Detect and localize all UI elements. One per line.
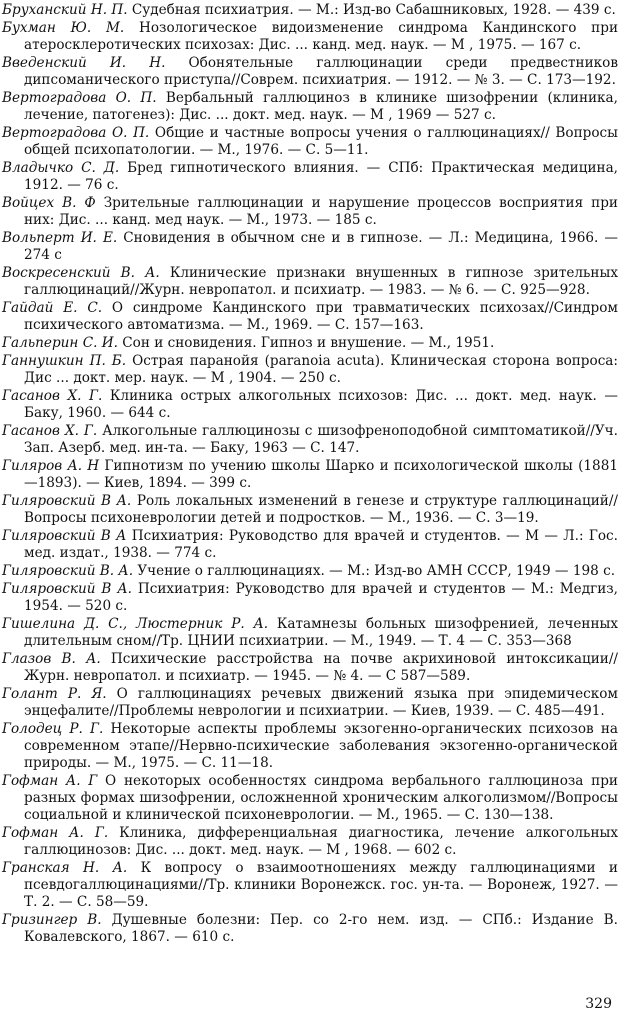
- entry-text: Психиатрия: Руководство для врачей и студентов — М.: Медгиз, 1954. — 520 с.: [24, 581, 618, 615]
- bibliography-entry: [2, 860, 618, 911]
- bibliography-entry: [2, 265, 618, 299]
- entry-text: Клиника, дифференциальная диагностика, лечение алкогольных галлюцинозов: Дис. ... докт. мед. наук. — М , 1968. — 602 с.: [24, 825, 619, 858]
- entry-text: Сновидения в обычном сне и в гипнозе. — Л.: Медицина, 1966. — 274 с: [24, 230, 618, 263]
- entry-text: Алкогольные галлюцинозы с шизофреноподобной симптоматикой//Уч. Зап. Азерб. мед. ин-та. — Баку, 1963 — С. 147.: [24, 423, 618, 457]
- entry-author: Вертоградова О. П.: [2, 90, 157, 107]
- entry-author: Гиляровский В А.: [2, 581, 132, 598]
- bibliography-entry: [2, 55, 618, 89]
- entry-text: Клинические признаки внушенных в гипнозе зрительных галлюцинаций//Журн. невропатол. и психиатр. — 1983. — № 6. — С. 925—928.: [24, 265, 618, 298]
- bibliography-entry: [2, 90, 618, 124]
- entry-text: Зрительные галлюцинации и нарушение процессов восприятия при них: Дис. ... канд. мед наук. — М., 1973. — 185 с.: [24, 195, 618, 228]
- entry-author: Бруханский Н. П.: [2, 2, 128, 18]
- entry-text: О галлюцинациях речевых движений языка при эпидемическом энцефалите//Проблемы неврологии и психиатрии. — Киев, 1939. — С. 485—491.: [24, 686, 618, 720]
- bibliography-entry: [2, 335, 618, 352]
- entry-text: Вербальный галлюциноз в клинике шизофрении (клиника, лечение, патогенез): Дис. ... докт. мед. наук. — М , 1969 — 527 с.: [24, 90, 618, 123]
- entry-author: Глазов В. А.: [2, 651, 101, 668]
- entry-author: Гризингер В.: [2, 912, 102, 928]
- entry-text: Общие и частные вопросы учения о галлюцинациях// Вопросы общей психопатологии. — М., 1976. — С. 5—11.: [24, 125, 618, 158]
- entry-author: Вольперт И. Е.: [2, 230, 118, 247]
- bibliography-entry: [2, 125, 618, 159]
- bibliography-entry: [2, 160, 618, 194]
- entry-author: Бухман Ю. М.: [2, 20, 125, 37]
- bibliography-entry: [2, 912, 618, 946]
- entry-text: Учение о галлюцинациях. — М.: Изд-во АМН СССР, 1949 — 198 с.: [133, 563, 616, 580]
- bibliography-entry: [2, 721, 618, 772]
- entry-author: Гасанов Х. Г.: [2, 423, 98, 440]
- entry-text: Психиатрия: Руководство для врачей и студентов. — М — Л.: Гос. мед. издат., 1938. — 774 с.: [24, 528, 618, 562]
- entry-author: Вертоградова О. П.: [2, 125, 150, 142]
- entry-text: Гипнотизм по учению школы Шарко и психологической школы (1881—1893). — Киев, 1894. — 399 с.: [24, 458, 618, 492]
- entry-author: Голант Р. Я.: [2, 686, 107, 703]
- entry-text: Бред гипнотического влияния. — СПб: Практическая медицина, 1912. — 76 с.: [24, 160, 618, 193]
- bibliography-entry: [2, 493, 618, 527]
- bibliography-entry: [2, 388, 618, 422]
- entry-author: Гасанов Х. Г.: [2, 388, 103, 405]
- entry-author: Гиляров А. Н: [2, 458, 100, 475]
- entry-text: Роль локальных изменений в генезе и структуре галлюцинаций//Вопросы психоневрологии детей и подростков. — М., 1936. — С. 3—19.: [24, 493, 618, 527]
- bibliography-entry: [2, 528, 618, 562]
- entry-author: Гишелина Д. С., Люстерник Р. А.: [2, 616, 269, 633]
- entry-author: Воскресенский В. А.: [2, 265, 160, 282]
- bibliography-entry: [2, 20, 618, 54]
- entry-text: Нозологическое видоизменение синдрома Кандинского при атеросклеротических психозах: Дис. ... канд. мед. наук. — М , 1975. — 167 с.: [24, 20, 619, 53]
- entry-text: Некоторые аспекты проблемы экзогенно-органических психозов на современном этапе//Нервно-психические заболевания экзогенно-органической природы. — М., 1975. — С. 11—18.: [24, 721, 618, 772]
- entry-text: Обонятельные галлюцинации среди предвестников дипсоманического приступа//Соврем. психиатрия. — 1912. — № 3. — С. 173—192.: [24, 55, 618, 88]
- entry-author: Гиляровский В. А.: [2, 563, 134, 580]
- entry-author: Войцех В. Ф: [2, 195, 96, 212]
- bibliography-entry: [2, 230, 618, 264]
- bibliography-entry: [2, 423, 618, 457]
- bibliography-entry: [2, 581, 618, 615]
- bibliography-list: [2, 2, 618, 947]
- entry-text: К вопросу о взаимоотношениях между галлюцинациями и псевдогаллюцинациями//Тр. клиники Воронежск. гос. ун-та. — Воронеж, 1927. — Т. 2. — С. 58—59.: [24, 860, 618, 910]
- page-number: 329: [585, 996, 612, 1012]
- bibliography-entry: [2, 825, 618, 859]
- entry-text: О некоторых особенностях синдрома вербального галлюциноза при разных формах шизофрении, осложненной хроническим алкоголизмом//Вопросы социальной и клинической психоневрологии. — М., 1965. — С. 130—138.: [24, 773, 618, 823]
- entry-text: Клиника острых алкогольных психозов: Дис. ... докт. мед. наук. — Баку, 1960. — 644 с.: [24, 388, 618, 422]
- entry-text: Психические расстройства на почве акрихиновой интоксикации// Журн. невропатол. и психиатр. — 1945. — № 4. — С 587—589.: [24, 651, 618, 685]
- entry-text: Сон и сновидения. Гипноз и внушение. — М., 1951.: [117, 335, 495, 352]
- entry-author: Гранская Н. А.: [2, 860, 128, 877]
- bibliography-entry: [2, 616, 618, 650]
- bibliography-entry: [2, 686, 618, 720]
- entry-text: Судебная психиатрия. — М.: Изд-во Сабашниковых, 1928. — 439 с.: [127, 2, 616, 18]
- entry-author: Гиляровский В А: [2, 528, 127, 545]
- bibliography-entry: [2, 300, 618, 334]
- bibliography-entry: [2, 458, 618, 492]
- bibliography-entry: [2, 651, 618, 685]
- entry-author: Гиляровский В А.: [2, 493, 132, 510]
- entry-author: Ганнушкин П. Б.: [2, 353, 127, 370]
- entry-author: Владычко С. Д.: [2, 160, 120, 177]
- bibliography-entry: [2, 353, 618, 387]
- entry-author: Гофман А. Г.: [2, 825, 109, 842]
- entry-author: Гайдай Е. С.: [2, 300, 103, 317]
- entry-author: Гофман А. Г: [2, 773, 98, 790]
- bibliography-entry: [2, 563, 618, 580]
- bibliography-entry: [2, 2, 618, 19]
- entry-text: Душевные болезни: Пер. со 2-го нем. изд. — СПб.: Издание В. Ковалевского, 1867. — 610 с.: [24, 912, 618, 945]
- entry-author: Голодец Р. Г.: [2, 721, 104, 738]
- entry-text: Острая паранойя (paranoia acuta). Клиническая сторона вопроса: Дис ... докт. мер. наук. — М , 1904. — 250 с.: [24, 353, 618, 387]
- entry-author: Введенский И. Н.: [2, 55, 166, 72]
- entry-text: Катамнезы больных шизофренией, леченных длительным сном//Тр. ЦНИИ психиатрии. — М., 1949. — Т. 4 — С. 353—368: [24, 616, 618, 650]
- bibliography-entry: [2, 773, 618, 824]
- bibliography-entry: [2, 195, 618, 229]
- entry-author: Гальперин С. И.: [2, 335, 118, 352]
- entry-text: О синдроме Кандинского при травматических психозах//Синдром психического автоматизма. — М., 1969. — С. 157—163.: [24, 300, 618, 333]
